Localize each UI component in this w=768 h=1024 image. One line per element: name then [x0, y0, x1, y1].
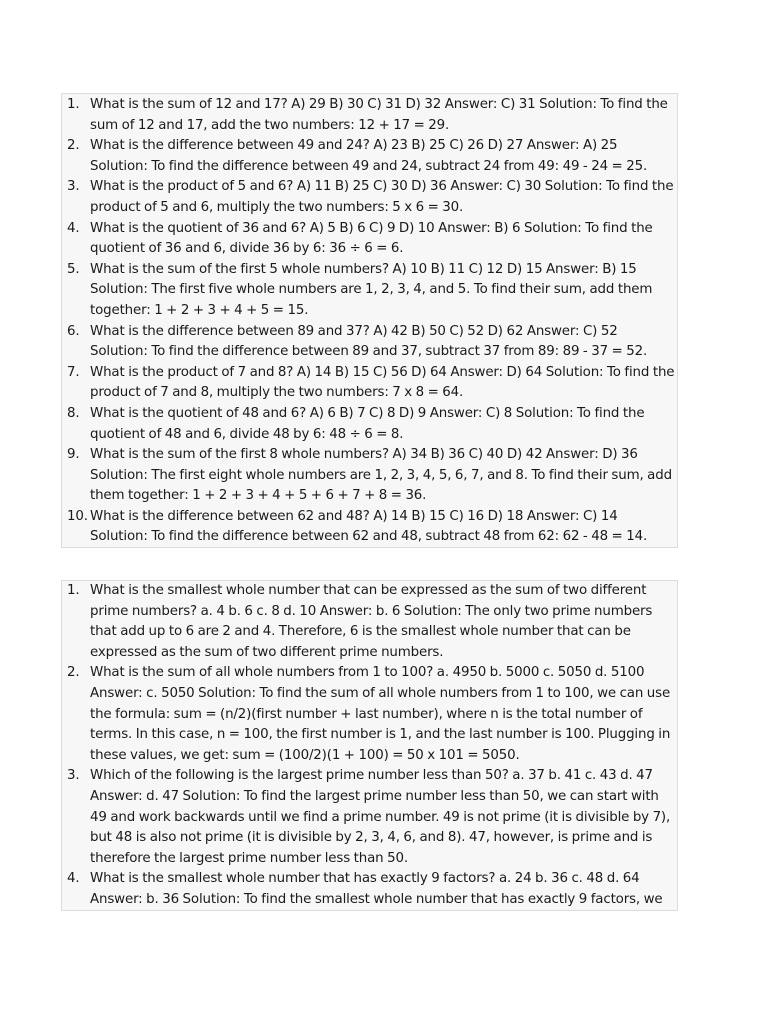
qa-panel-basic-arithmetic — [61, 93, 678, 548]
item-text: What is the product of 5 and 6? A) 11 B) 25 C) 30 D) 36 Answer: C) 30 Solution: To find the product of 5 and 6, multiply the two numbers: 5 x 6 = 30. — [90, 179, 674, 215]
item-number: 4. — [67, 871, 80, 887]
item-number: 1. — [67, 97, 80, 112]
item-number: 7. — [67, 364, 80, 380]
item-text: What is the difference between 89 and 37? A) 42 B) 50 C) 52 D) 62 Answer: C) 52 Solution: To find the difference between 89 and 37, subtract 37 from 89: 89 - 37 = 52. — [90, 323, 648, 360]
item-text: What is the sum of the first 5 whole numbers? A) 10 B) 11 C) 12 D) 15 Answer: B) 15 Solution: The first five whole numbers are 1, 2, 3, 4, and 5. To find their sum, add them together: 1 + 2 + 3 + 4 + 5 = 15. — [90, 261, 653, 318]
list-item — [62, 136, 677, 177]
list-item — [62, 260, 677, 322]
item-number: 5. — [67, 261, 80, 277]
item-text: What is the product of 7 and 8? A) 14 B) 15 C) 56 D) 64 Answer: D) 64 Solution: To find the product of 7 and 8, multiply the two numbers: 7 x 8 = 64. — [90, 364, 675, 401]
item-text: What is the smallest whole number that has exactly 9 factors? a. 24 b. 36 c. 48 d. 64 Answer: b. 36 Solution: To find the smallest whole number that has exactly 9 factors, we — [90, 871, 663, 907]
item-number: 10. — [67, 508, 88, 524]
list-item — [62, 219, 677, 260]
qa-panel-whole-numbers-primes — [61, 580, 678, 911]
question-list-2 — [62, 581, 677, 911]
list-item — [62, 177, 677, 218]
item-text: What is the difference between 49 and 24? A) 23 B) 25 C) 26 D) 27 Answer: A) 25 Solution: To find the difference between 49 and 24, subtract 24 from 49: 49 - 24 = 25. — [90, 138, 648, 174]
list-item — [62, 663, 677, 766]
list-item — [62, 766, 677, 869]
item-number: 4. — [67, 220, 80, 236]
list-item — [62, 869, 677, 910]
item-number: 1. — [67, 583, 80, 598]
item-text: What is the sum of all whole numbers from 1 to 100? a. 4950 b. 5000 c. 5050 d. 5100 Answer: c. 5050 Solution: To find the sum of all whole numbers from 1 to 100, we can use the formula: sum = (n/2)(first number + last number), where n is the total number of terms. In this case, n = 100, the first number is 1, and the last number is 100. Plugging in these values, we get: sum = (100/2)(1 + 100) = 50 x 101 = 5050. — [90, 665, 671, 763]
item-number: 6. — [67, 323, 80, 339]
list-item — [62, 581, 677, 663]
item-text: What is the quotient of 48 and 6? A) 6 B) 7 C) 8 D) 9 Answer: C) 8 Solution: To find the quotient of 48 and 6, divide 48 by 6: 48 ÷ 6 = 8. — [90, 405, 645, 442]
list-item — [62, 404, 677, 445]
item-number: 2. — [67, 665, 80, 681]
list-item — [62, 445, 677, 507]
item-number: 3. — [67, 768, 80, 784]
item-number: 2. — [67, 138, 80, 154]
list-item — [62, 95, 677, 136]
item-number: 9. — [67, 447, 80, 463]
list-item — [62, 363, 677, 404]
item-text: Which of the following is the largest prime number less than 50? a. 37 b. 41 c. 43 d. 47 Answer: d. 47 Solution: To find the largest prime number less than 50, we can start with 49 and work backwards until we find a prime number. 49 is not prime (it is divisible by 7), but 48 is also not prime (it is divisible by 2, 3, 4, 6, and 8). 47, however, is prime and is therefore the largest prime number less than 50. — [90, 768, 671, 866]
item-text: What is the sum of 12 and 17? A) 29 B) 30 C) 31 D) 32 Answer: C) 31 Solution: To find the sum of 12 and 17, add the two numbers: 12 + 17 = 29. — [90, 97, 668, 133]
list-item — [62, 322, 677, 363]
item-text: What is the difference between 62 and 48? A) 14 B) 15 C) 16 D) 18 Answer: C) 14 Solution: To find the difference between 62 and 48, subtract 48 from 62: 62 - 48 = 14. — [90, 508, 648, 545]
item-text: What is the quotient of 36 and 6? A) 5 B) 6 C) 9 D) 10 Answer: B) 6 Solution: To find the quotient of 36 and 6, divide 36 by 6: 36 ÷ 6 = 6. — [90, 220, 653, 257]
question-list-1 — [62, 94, 677, 548]
list-item — [62, 507, 677, 548]
item-text: What is the smallest whole number that can be expressed as the sum of two different prime numbers? a. 4 b. 6 c. 8 d. 10 Answer: b. 6 Solution: The only two prime numbers that add up to 6 are 2 and 4. Therefore, 6 is the smallest whole number that can be expressed as the sum of two different prime numbers. — [90, 583, 653, 660]
item-text: What is the sum of the first 8 whole numbers? A) 34 B) 36 C) 40 D) 42 Answer: D) 36 Solution: The first eight whole numbers are 1, 2, 3, 4, 5, 6, 7, and 8. To find their sum, add them together: 1 + 2 + 3 + 4 + 5 + 6 + 7 + 8 = 36. — [90, 447, 672, 504]
item-number: 3. — [67, 179, 80, 195]
item-number: 8. — [67, 405, 80, 421]
